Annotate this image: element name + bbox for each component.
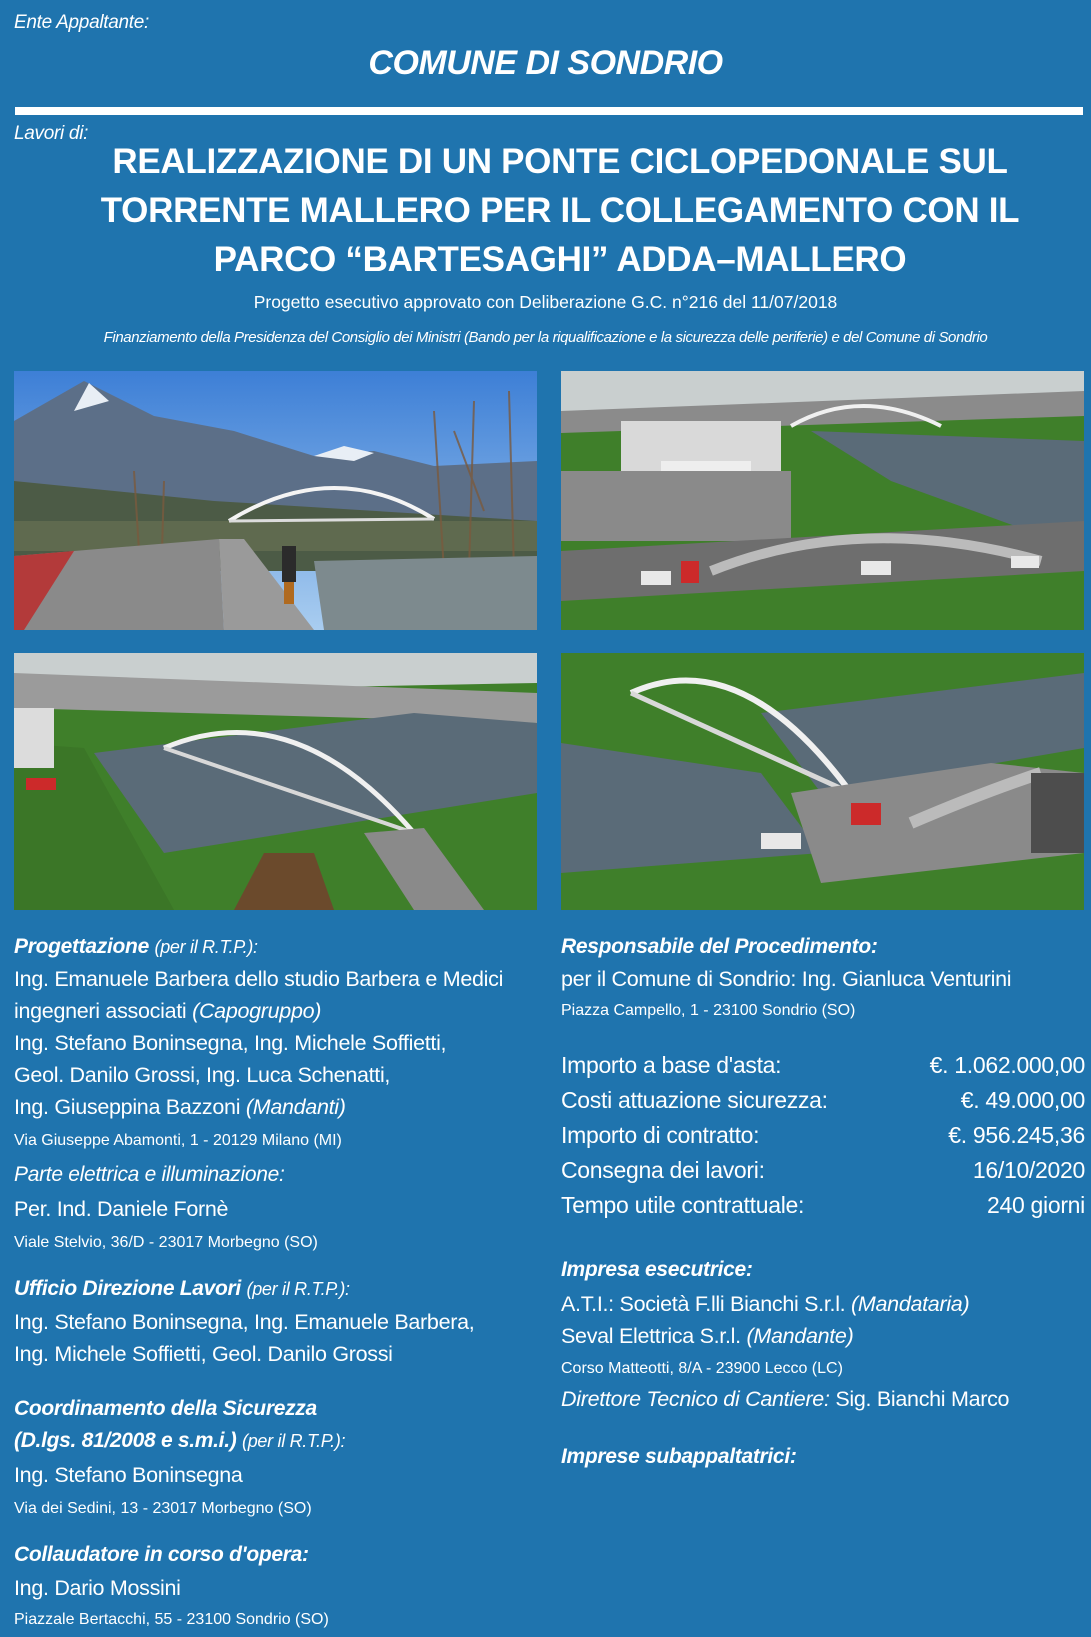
cost-value: €. 1.062.000,00 <box>929 1052 1085 1078</box>
header-divider <box>15 107 1083 115</box>
progettazione-line: Ing. Stefano Boninsegna, Ing. Michele Soffietti, <box>14 1031 447 1055</box>
progettazione-role: (Capogruppo) <box>192 999 322 1023</box>
works-title-line: REALIZZAZIONE DI UN PONTE CICLOPEDONALE SUL <box>112 142 1008 181</box>
progettazione-line <box>14 1091 346 1123</box>
direzione-note: (per il R.T.P.): <box>246 1279 350 1299</box>
elettrica-title: Parte elettrica e illuminazione: <box>14 1163 285 1186</box>
works-title <box>40 137 1080 284</box>
entity-label: Ente Appaltante: <box>14 12 149 33</box>
cost-label: Costi attuazione sicurezza: <box>561 1087 828 1113</box>
cost-label: Importo di contratto: <box>561 1122 760 1148</box>
responsabile-line: per il Comune di Sondrio: Ing. Gianluca Venturini <box>561 967 1012 991</box>
photo-render-bridge-closeup <box>561 653 1084 910</box>
direzione-heading <box>14 1277 350 1301</box>
sicurezza-title: Coordinamento della Sicurezza <box>14 1397 317 1420</box>
progettazione-role: (Mandanti) <box>245 1095 346 1119</box>
direzione-line: Ing. Stefano Boninsegna, Ing. Emanuele Barbera, <box>14 1310 475 1334</box>
elettrica-line: Per. Ind. Daniele Fornè <box>14 1197 229 1221</box>
progettazione-address: Via Giuseppe Abamonti, 1 - 20129 Milano (MI) <box>14 1132 342 1149</box>
cost-value: 240 giorni <box>986 1192 1085 1218</box>
progettazione-title: Progettazione <box>14 935 149 958</box>
director-label: Direttore Tecnico di Cantiere: <box>561 1387 830 1411</box>
photo-render-aerial-overview <box>561 371 1084 630</box>
direzione-title: Ufficio Direzione Lavori <box>14 1277 241 1300</box>
cost-value: 16/10/2020 <box>972 1157 1085 1183</box>
cost-label: Consegna dei lavori: <box>561 1157 765 1183</box>
impresa-line <box>561 1320 853 1352</box>
responsabile-title: Responsabile del Procedimento: <box>561 935 878 958</box>
elettrica-address: Viale Stelvio, 36/D - 23017 Morbegno (SO) <box>14 1234 318 1251</box>
sicurezza-address: Via dei Sedini, 13 - 23017 Morbegno (SO) <box>14 1500 312 1517</box>
impresa-title: Impresa esecutrice: <box>561 1258 753 1281</box>
cost-value: €. 956.245,36 <box>948 1122 1085 1148</box>
director-name: Sig. Bianchi Marco <box>835 1387 1010 1411</box>
sicurezza-heading <box>14 1429 345 1453</box>
impresa-company: Seval Elettrica S.r.l. <box>561 1324 741 1348</box>
impresa-line <box>561 1288 969 1320</box>
cost-label: Tempo utile contrattuale: <box>561 1192 805 1218</box>
impresa-address: Corso Matteotti, 8/A - 23900 Lecco (LC) <box>561 1360 843 1377</box>
impresa-role: (Mandataria) <box>851 1292 970 1316</box>
cost-value: €. 49.000,00 <box>960 1087 1085 1113</box>
works-title-line: TORRENTE MALLERO PER IL COLLEGAMENTO CON IL <box>100 191 1020 230</box>
impresa-company: A.T.I.: Società F.lli Bianchi S.r.l. <box>561 1292 846 1316</box>
works-label: Lavori di: <box>14 123 89 144</box>
impresa-role: (Mandante) <box>746 1324 854 1348</box>
collaudatore-address: Piazzale Bertacchi, 55 - 23100 Sondrio (SO) <box>14 1611 329 1628</box>
entity-name: COMUNE DI SONDRIO <box>368 44 723 82</box>
cost-label: Importo a base d'asta: <box>561 1052 782 1078</box>
photo-bridge-real-view <box>14 371 537 630</box>
progettazione-line <box>14 995 321 1027</box>
progettazione-line: Geol. Danilo Grossi, Ing. Luca Schenatti, <box>14 1063 391 1087</box>
impresa-director <box>561 1383 1009 1415</box>
subappalto-title: Imprese subappaltatrici: <box>561 1445 797 1468</box>
collaudatore-line: Ing. Dario Mossini <box>14 1576 181 1600</box>
works-title-line: PARCO “BARTESAGHI” ADDA–MALLERO <box>213 240 907 279</box>
progettazione-heading <box>14 935 258 959</box>
direzione-line: Ing. Michele Soffietti, Geol. Danilo Grossi <box>14 1342 393 1366</box>
progettazione-text: Ing. Giuseppina Bazzoni <box>14 1095 241 1119</box>
progettazione-text: ingegneri associati <box>14 999 187 1023</box>
sicurezza-line: Ing. Stefano Boninsegna <box>14 1463 243 1487</box>
collaudatore-title: Collaudatore in corso d'opera: <box>14 1543 309 1566</box>
progettazione-note: (per il R.T.P.): <box>154 937 258 957</box>
progettazione-line: Ing. Emanuele Barbera dello studio Barbera e Medici <box>14 967 504 991</box>
sicurezza-title2: (D.lgs. 81/2008 e s.m.i.) <box>14 1429 237 1452</box>
financing-note: Finanziamento della Presidenza del Consiglio dei Ministri (Bando per la riqualificazione e la sicurezza delle periferie) e del Comune di Sondrio <box>103 329 988 346</box>
sicurezza-note: (per il R.T.P.): <box>242 1431 346 1451</box>
photo-render-bridge-side <box>14 653 537 910</box>
responsabile-address: Piazza Campello, 1 - 23100 Sondrio (SO) <box>561 1002 856 1019</box>
approval-note: Progetto esecutivo approvato con Deliberazione G.C. n°216 del 11/07/2018 <box>253 292 838 312</box>
